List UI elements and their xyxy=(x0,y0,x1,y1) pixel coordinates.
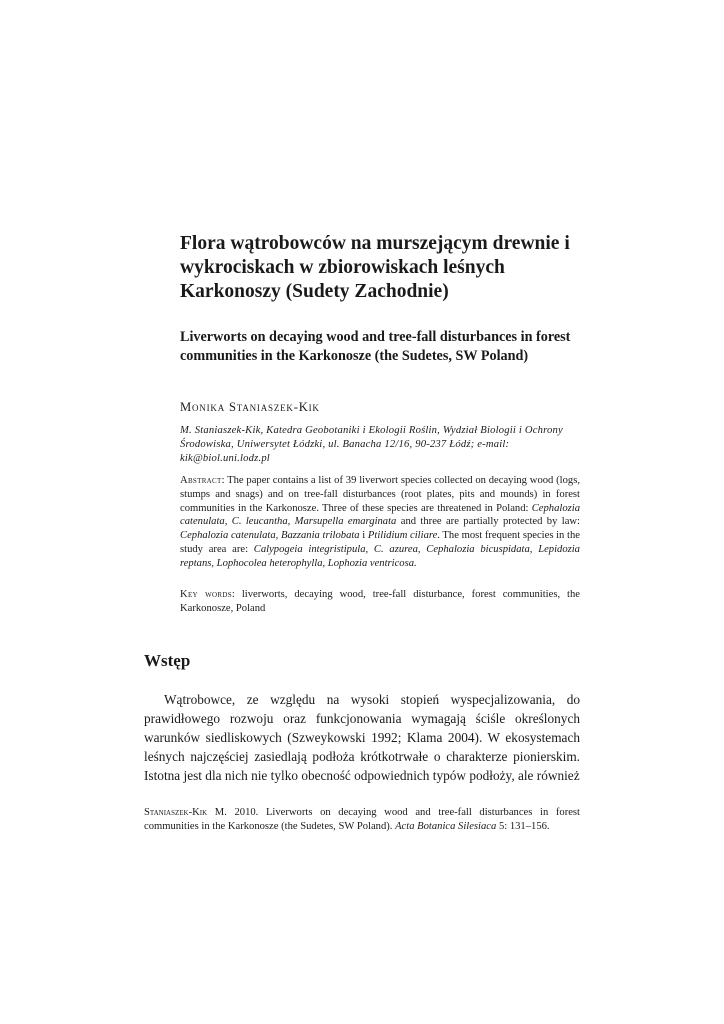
paper-title-polish: Flora wątrobowców na murszejącym drewnie i wykrociskach w zbiorowiskach leśnych Karkonoszy (Sudety Zachodnie) xyxy=(180,233,570,302)
citation-text-2: 5: 131–156. xyxy=(496,820,550,832)
paper-title-english: Liverworts on decaying wood and tree-fall disturbances in forest communities in the Karkonosze (the Sudetes, SW Poland) xyxy=(180,329,571,364)
citation-text-1: M. 2010. Liverworts on decaying wood and tree-fall disturbances in forest communities in the Karkonosze (the Sudetes, SW Poland). xyxy=(144,807,580,832)
body-paragraph xyxy=(144,690,580,785)
citation-author: Staniaszek-Kik xyxy=(144,807,208,818)
body-paragraph-text: Wątrobowce, ze względu na wysoki stopień wyspecjalizowania, do prawidłowego rozwoju oraz funkcjonowania wymagają ściśle określonych warunków siedliskowych (Szweykowski 1992; Klama 2004). W ekosystemach leśnych najczęściej zasiedlają podłoża krótkotrwałe o charakterze pionierskim. Istotna jest dla nich nie tylko obecność odpowiednich typów podłoży, ale również xyxy=(144,692,580,783)
abstract xyxy=(180,474,580,571)
author-name: Monika Staniaszek-Kik xyxy=(180,400,320,414)
citation-journal: Acta Botanica Silesiaca xyxy=(395,820,497,832)
abstract-species-protected: Cephalozia catenulata, Bazzania trilobata xyxy=(180,530,360,542)
abstract-text-4: . The most frequent species in the study area are: xyxy=(180,530,580,555)
author-affiliation: M. Staniaszek-Kik, Katedra Geobotaniki i Ekologii Roślin, Wydział Biologii i Ochrony Środowiska, Uniwersytet Łódzki, ul. Banacha 12/16, 90-237 Łódź; e-mail: kik@biol.uni.lodz.pl xyxy=(180,425,563,464)
section-heading: Wstęp xyxy=(144,651,191,670)
citation-footnote xyxy=(144,806,580,833)
keywords-text: : liverworts, decaying wood, tree-fall disturbance, forest communities, the Karkonosze, Poland xyxy=(180,589,580,614)
abstract-text-1: : The paper contains a list of 39 liverwort species collected on decaying wood (logs, stumps and snags) and on tree-fall disturbances (root plates, pits and mounds) in forest communities in the Karkonosze. Three of these species are threatened in Poland: xyxy=(180,475,580,514)
abstract-text-3: i xyxy=(359,530,368,542)
abstract-label: Abstract xyxy=(180,475,222,486)
keywords-label: Key words xyxy=(180,589,232,600)
keywords xyxy=(180,588,580,616)
abstract-text-2: and three are partially protected by law: xyxy=(396,516,581,528)
abstract-species-frequent: Calypogeia integristipula, C. azurea, Cephalozia bicuspidata, Lepidozia reptans, Lophocolea heterophylla, Lophozia ventricosa. xyxy=(180,543,580,569)
abstract-species-threatened: Cephalozia catenulata, C. leucantha, Marsupella emarginata xyxy=(180,502,580,528)
abstract-species-ptilidium: Ptilidium ciliare xyxy=(367,530,438,542)
